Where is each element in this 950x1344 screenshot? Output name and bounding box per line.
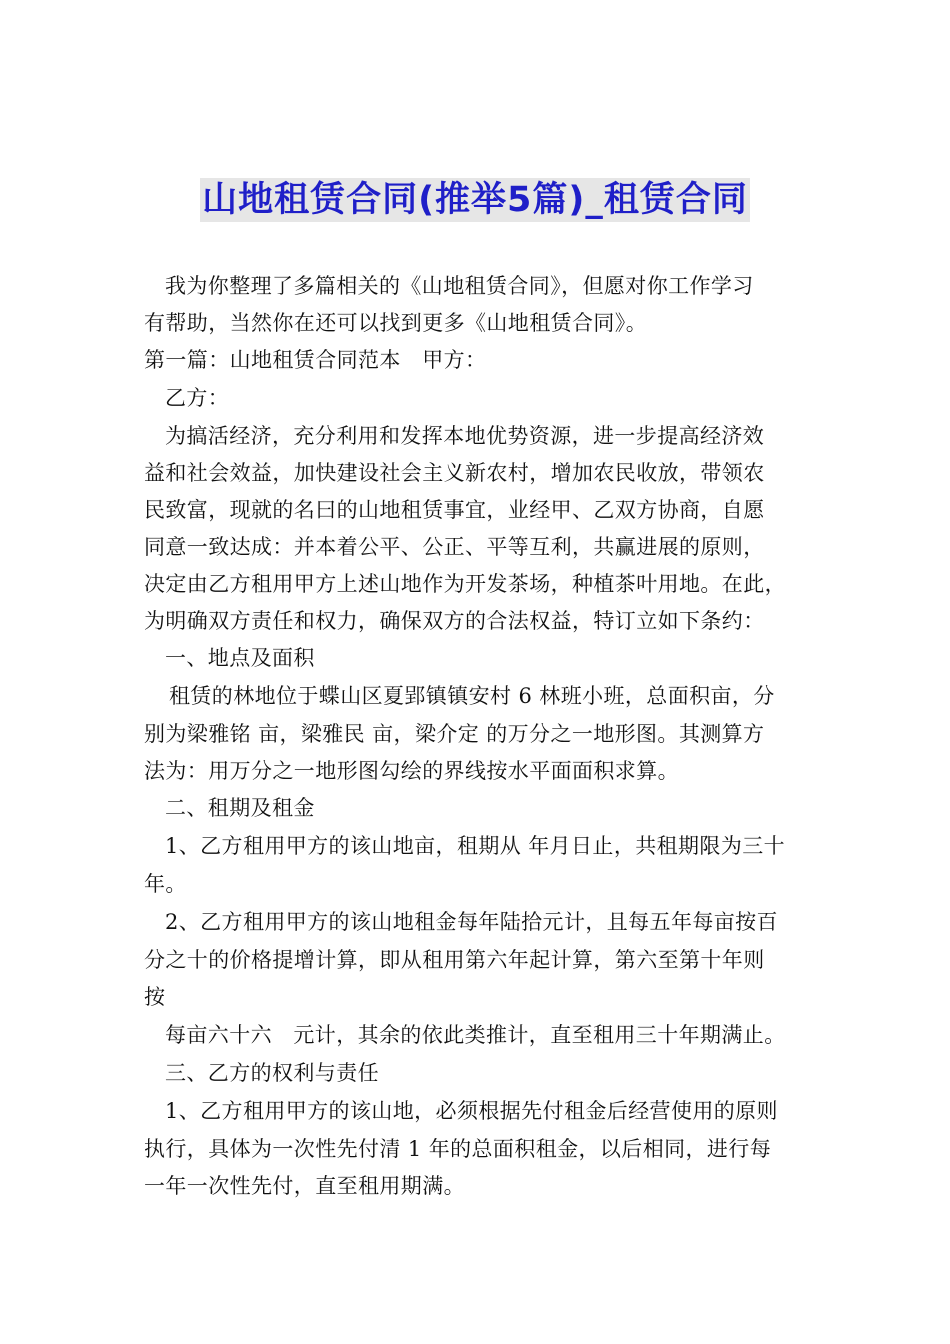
- paragraph-line: 年。: [144, 872, 187, 896]
- document-body: [144, 268, 810, 1205]
- paragraph-line: 1、乙方租用甲方的该山地亩，租期从 年月日止，共租期限为三十: [165, 834, 786, 858]
- paragraph-line: 我为你整理了多篇相关的《山地租赁合同》，但愿对你工作学习: [165, 274, 754, 298]
- paragraph-line: 分之十的价格提增计算，即从租用第六年起计算，第六至第十年则: [144, 948, 765, 972]
- paragraph-line: 租赁的林地位于蝶山区夏郢镇镇安村 6 林班小班，总面积亩，分: [169, 684, 775, 708]
- document-title: 山地租赁合同(推举5篇)_租赁合同: [202, 180, 748, 220]
- paragraph-line: 同意一致达成：并本着公平、公正、平等互利，共赢进展的原则，: [144, 535, 765, 559]
- clause-heading: 二、租期及租金: [165, 796, 315, 820]
- paragraph-line: 每亩六十六 元计，其余的依此类推计，直至租用三十年期满止。: [165, 1023, 786, 1047]
- clause-heading: 三、乙方的权利与责任: [165, 1061, 379, 1085]
- paragraph-line: 一年一次性先付，直至租用期满。: [144, 1174, 465, 1198]
- paragraph-line: 有帮助，当然你在还可以找到更多《山地租赁合同》。: [144, 311, 648, 335]
- title-container: [0, 178, 950, 222]
- clause-heading: 一、地点及面积: [165, 646, 315, 670]
- paragraph-line: 为搞活经济，充分利用和发挥本地优势资源，进一步提高经济效: [165, 424, 765, 448]
- paragraph-line: 决定由乙方租用甲方上述山地作为开发茶场，种植茶叶用地。在此，: [144, 572, 786, 596]
- paragraph-line: 别为梁雅铭 亩，梁雅民 亩，梁介定 的万分之一地形图。其测算方: [144, 722, 765, 746]
- paragraph-line: 民致富，现就的名曰的山地租赁事宜，业经甲、乙双方协商，自愿: [144, 498, 765, 522]
- paragraph-line: 为明确双方责任和权力，确保双方的合法权益，特订立如下条约：: [144, 609, 765, 633]
- paragraph-line: 按: [144, 985, 166, 1009]
- paragraph-line: 益和社会效益，加快建设社会主义新农村，增加农民收放，带领农: [144, 461, 765, 485]
- paragraph-line: 执行，具体为一次性先付清 1 年的总面积租金，以后相同，进行每: [144, 1137, 772, 1161]
- section-heading: 第一篇：山地租赁合同范本 甲方：: [144, 348, 487, 372]
- paragraph-line: 1、乙方租用甲方的该山地，必须根据先付租金后经营使用的原则: [165, 1099, 778, 1123]
- paragraph-line: 法为：用万分之一地形图勾绘的界线按水平面面积求算。: [144, 759, 679, 783]
- paragraph-line: 2、乙方租用甲方的该山地租金每年陆拾元计，且每五年每亩按百: [165, 910, 778, 934]
- paragraph-line: 乙方：: [165, 386, 230, 410]
